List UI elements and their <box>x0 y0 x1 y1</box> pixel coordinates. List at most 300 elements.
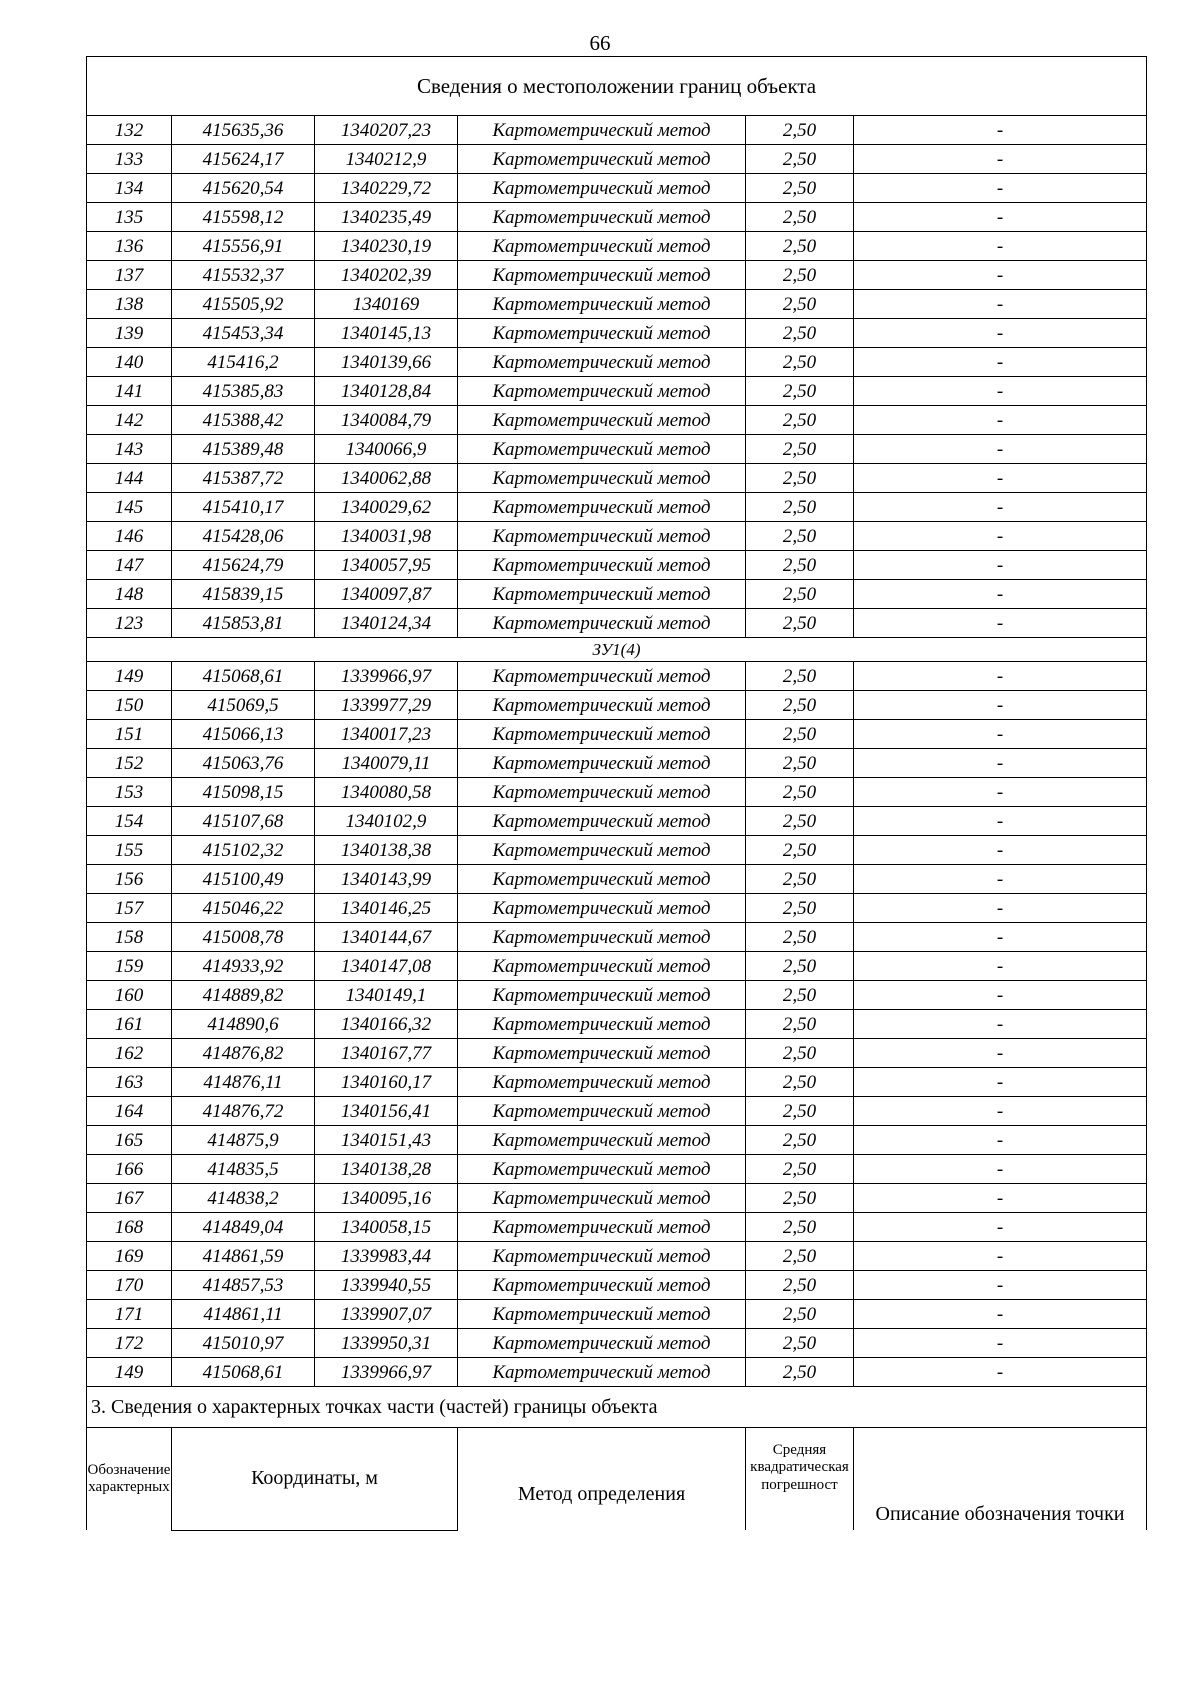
table-row <box>87 662 1147 691</box>
error: 2,50 <box>746 1213 854 1242</box>
coord-y: 1340138,28 <box>315 1155 458 1184</box>
coord-y: 1340235,49 <box>315 203 458 232</box>
coord-y: 1340029,62 <box>315 493 458 522</box>
table-row <box>87 145 1147 174</box>
coord-y: 1339983,44 <box>315 1242 458 1271</box>
error: 2,50 <box>746 406 854 435</box>
coord-x: 415839,15 <box>172 580 315 609</box>
table-row <box>87 1358 1147 1387</box>
description: - <box>854 662 1147 691</box>
page-number: 66 <box>589 31 611 55</box>
coord-x: 414857,53 <box>172 1271 315 1300</box>
coord-x: 415453,34 <box>172 319 315 348</box>
method: Картометрический метод <box>458 319 746 348</box>
point-number: 169 <box>87 1242 172 1271</box>
description: - <box>854 290 1147 319</box>
point-number: 166 <box>87 1155 172 1184</box>
method: Картометрический метод <box>458 232 746 261</box>
coord-y: 1340149,1 <box>315 981 458 1010</box>
header-coordinates: Координаты, м <box>172 1428 458 1531</box>
table-row <box>87 348 1147 377</box>
method: Картометрический метод <box>458 952 746 981</box>
point-number: 155 <box>87 836 172 865</box>
section3-title: 3. Сведения о характерных точках части (частей) границы объекта <box>87 1387 1147 1428</box>
error: 2,50 <box>746 1271 854 1300</box>
group-label: ЗУ1(4) <box>87 638 1147 662</box>
table-row <box>87 865 1147 894</box>
coord-y: 1340080,58 <box>315 778 458 807</box>
coord-y: 1340207,23 <box>315 116 458 145</box>
table-row <box>87 1184 1147 1213</box>
point-number: 132 <box>87 116 172 145</box>
table-row <box>87 1213 1147 1242</box>
description: - <box>854 952 1147 981</box>
table-title: Сведения о местоположении границ объекта <box>87 57 1147 116</box>
point-number: 170 <box>87 1271 172 1300</box>
coord-y: 1340084,79 <box>315 406 458 435</box>
error: 2,50 <box>746 145 854 174</box>
table-row <box>87 1155 1147 1184</box>
group-row <box>87 638 1147 662</box>
method: Картометрический метод <box>458 290 746 319</box>
header-method: Метод определения <box>458 1428 746 1531</box>
header-designation: Обозначение характерных <box>87 1428 172 1531</box>
point-number: 144 <box>87 464 172 493</box>
method: Картометрический метод <box>458 1213 746 1242</box>
point-number: 149 <box>87 1358 172 1387</box>
table-row <box>87 1068 1147 1097</box>
coord-y: 1340143,99 <box>315 865 458 894</box>
description: - <box>854 551 1147 580</box>
coord-y: 1340229,72 <box>315 174 458 203</box>
point-number: 133 <box>87 145 172 174</box>
error: 2,50 <box>746 348 854 377</box>
description: - <box>854 609 1147 638</box>
table-row <box>87 1010 1147 1039</box>
table-row <box>87 522 1147 551</box>
coord-y: 1339966,97 <box>315 662 458 691</box>
coord-y: 1340062,88 <box>315 464 458 493</box>
coord-y: 1340058,15 <box>315 1213 458 1242</box>
description: - <box>854 1039 1147 1068</box>
method: Картометрический метод <box>458 116 746 145</box>
description: - <box>854 145 1147 174</box>
description: - <box>854 807 1147 836</box>
error: 2,50 <box>746 923 854 952</box>
error: 2,50 <box>746 1126 854 1155</box>
point-number: 150 <box>87 691 172 720</box>
point-number: 134 <box>87 174 172 203</box>
coord-x: 414875,9 <box>172 1126 315 1155</box>
coord-x: 414876,72 <box>172 1097 315 1126</box>
description: - <box>854 348 1147 377</box>
method: Картометрический метод <box>458 609 746 638</box>
description: - <box>854 865 1147 894</box>
point-number: 148 <box>87 580 172 609</box>
description: - <box>854 493 1147 522</box>
point-number: 158 <box>87 923 172 952</box>
error: 2,50 <box>746 894 854 923</box>
coord-y: 1340057,95 <box>315 551 458 580</box>
table-row <box>87 720 1147 749</box>
description: - <box>854 464 1147 493</box>
coord-x: 415416,2 <box>172 348 315 377</box>
coord-y: 1340160,17 <box>315 1068 458 1097</box>
coord-y: 1340151,43 <box>315 1126 458 1155</box>
description: - <box>854 406 1147 435</box>
description: - <box>854 580 1147 609</box>
coord-x: 415624,79 <box>172 551 315 580</box>
error: 2,50 <box>746 720 854 749</box>
table-row <box>87 1097 1147 1126</box>
method: Картометрический метод <box>458 749 746 778</box>
table-row <box>87 1300 1147 1329</box>
description: - <box>854 174 1147 203</box>
coord-x: 415010,97 <box>172 1329 315 1358</box>
error: 2,50 <box>746 981 854 1010</box>
coord-x: 415385,83 <box>172 377 315 406</box>
coord-y: 1339907,07 <box>315 1300 458 1329</box>
coord-x: 415556,91 <box>172 232 315 261</box>
method: Картометрический метод <box>458 522 746 551</box>
description: - <box>854 720 1147 749</box>
method: Картометрический метод <box>458 807 746 836</box>
method: Картометрический метод <box>458 662 746 691</box>
coord-y: 1340124,34 <box>315 609 458 638</box>
point-number: 151 <box>87 720 172 749</box>
point-number: 138 <box>87 290 172 319</box>
table-row <box>87 1242 1147 1271</box>
description: - <box>854 232 1147 261</box>
method: Картометрический метод <box>458 145 746 174</box>
method: Картометрический метод <box>458 836 746 865</box>
coord-x: 414849,04 <box>172 1213 315 1242</box>
method: Картометрический метод <box>458 1097 746 1126</box>
description: - <box>854 894 1147 923</box>
section3-header-row <box>87 1428 1147 1531</box>
description: - <box>854 981 1147 1010</box>
description: - <box>854 778 1147 807</box>
table-row <box>87 551 1147 580</box>
method: Картометрический метод <box>458 406 746 435</box>
point-number: 157 <box>87 894 172 923</box>
point-number: 136 <box>87 232 172 261</box>
coord-x: 415008,78 <box>172 923 315 952</box>
coord-y: 1340230,19 <box>315 232 458 261</box>
description: - <box>854 1126 1147 1155</box>
point-number: 135 <box>87 203 172 232</box>
coord-x: 415505,92 <box>172 290 315 319</box>
coord-x: 414838,2 <box>172 1184 315 1213</box>
error: 2,50 <box>746 691 854 720</box>
coord-y: 1340146,25 <box>315 894 458 923</box>
point-number: 137 <box>87 261 172 290</box>
error: 2,50 <box>746 952 854 981</box>
coord-x: 414861,59 <box>172 1242 315 1271</box>
error: 2,50 <box>746 1097 854 1126</box>
method: Картометрический метод <box>458 720 746 749</box>
point-number: 153 <box>87 778 172 807</box>
header-error: Средняя квадратическая погрешност <box>746 1428 854 1531</box>
coord-y: 1340169 <box>315 290 458 319</box>
method: Картометрический метод <box>458 1155 746 1184</box>
error: 2,50 <box>746 203 854 232</box>
description: - <box>854 749 1147 778</box>
description: - <box>854 836 1147 865</box>
error: 2,50 <box>746 1068 854 1097</box>
point-number: 156 <box>87 865 172 894</box>
coord-x: 415046,22 <box>172 894 315 923</box>
coord-y: 1339977,29 <box>315 691 458 720</box>
description: - <box>854 1329 1147 1358</box>
coord-x: 415428,06 <box>172 522 315 551</box>
method: Картометрический метод <box>458 464 746 493</box>
error: 2,50 <box>746 232 854 261</box>
error: 2,50 <box>746 493 854 522</box>
error: 2,50 <box>746 290 854 319</box>
rows-block-2 <box>87 662 1147 1387</box>
coord-x: 414889,82 <box>172 981 315 1010</box>
coord-y: 1340102,9 <box>315 807 458 836</box>
table-row <box>87 377 1147 406</box>
table-row <box>87 464 1147 493</box>
table-row <box>87 1039 1147 1068</box>
method: Картометрический метод <box>458 203 746 232</box>
coord-x: 415063,76 <box>172 749 315 778</box>
method: Картометрический метод <box>458 1242 746 1271</box>
description: - <box>854 1097 1147 1126</box>
point-number: 140 <box>87 348 172 377</box>
method: Картометрический метод <box>458 865 746 894</box>
error: 2,50 <box>746 435 854 464</box>
table-row <box>87 894 1147 923</box>
method: Картометрический метод <box>458 1126 746 1155</box>
method: Картометрический метод <box>458 1039 746 1068</box>
table-row <box>87 261 1147 290</box>
error: 2,50 <box>746 1329 854 1358</box>
point-number: 165 <box>87 1126 172 1155</box>
table-row <box>87 232 1147 261</box>
description: - <box>854 1242 1147 1271</box>
point-number: 154 <box>87 807 172 836</box>
coord-y: 1340166,32 <box>315 1010 458 1039</box>
method: Картометрический метод <box>458 435 746 464</box>
method: Картометрический метод <box>458 1300 746 1329</box>
method: Картометрический метод <box>458 981 746 1010</box>
method: Картометрический метод <box>458 493 746 522</box>
point-number: 142 <box>87 406 172 435</box>
table-row <box>87 580 1147 609</box>
coord-x: 415620,54 <box>172 174 315 203</box>
method: Картометрический метод <box>458 377 746 406</box>
description: - <box>854 1068 1147 1097</box>
description: - <box>854 1300 1147 1329</box>
table-row <box>87 691 1147 720</box>
coord-x: 415532,37 <box>172 261 315 290</box>
table-row <box>87 174 1147 203</box>
point-number: 164 <box>87 1097 172 1126</box>
description: - <box>854 319 1147 348</box>
point-number: 149 <box>87 662 172 691</box>
point-number: 143 <box>87 435 172 464</box>
description: - <box>854 377 1147 406</box>
coord-x: 415102,32 <box>172 836 315 865</box>
error: 2,50 <box>746 464 854 493</box>
coord-x: 415635,36 <box>172 116 315 145</box>
section3-row <box>87 1387 1147 1428</box>
error: 2,50 <box>746 1155 854 1184</box>
error: 2,50 <box>746 580 854 609</box>
table-row <box>87 1329 1147 1358</box>
coord-y: 1340167,77 <box>315 1039 458 1068</box>
table-row <box>87 778 1147 807</box>
coord-x: 415100,49 <box>172 865 315 894</box>
point-number: 160 <box>87 981 172 1010</box>
method: Картометрический метод <box>458 261 746 290</box>
table-row <box>87 1126 1147 1155</box>
coord-x: 414933,92 <box>172 952 315 981</box>
coord-x: 415853,81 <box>172 609 315 638</box>
error: 2,50 <box>746 1358 854 1387</box>
error: 2,50 <box>746 522 854 551</box>
error: 2,50 <box>746 1010 854 1039</box>
table-row <box>87 981 1147 1010</box>
coord-y: 1339950,31 <box>315 1329 458 1358</box>
coord-y: 1340202,39 <box>315 261 458 290</box>
method: Картометрический метод <box>458 1271 746 1300</box>
method: Картометрический метод <box>458 1329 746 1358</box>
coord-x: 415388,42 <box>172 406 315 435</box>
point-number: 145 <box>87 493 172 522</box>
coord-y: 1340147,08 <box>315 952 458 981</box>
coord-x: 415387,72 <box>172 464 315 493</box>
error: 2,50 <box>746 1184 854 1213</box>
coord-y: 1339940,55 <box>315 1271 458 1300</box>
error: 2,50 <box>746 551 854 580</box>
coord-x: 415068,61 <box>172 1358 315 1387</box>
table-row <box>87 435 1147 464</box>
point-number: 147 <box>87 551 172 580</box>
description: - <box>854 1213 1147 1242</box>
coord-y: 1340138,38 <box>315 836 458 865</box>
coord-x: 415624,17 <box>172 145 315 174</box>
error: 2,50 <box>746 609 854 638</box>
coord-x: 414876,11 <box>172 1068 315 1097</box>
description: - <box>854 522 1147 551</box>
coord-x: 415069,5 <box>172 691 315 720</box>
coord-y: 1340212,9 <box>315 145 458 174</box>
point-number: 162 <box>87 1039 172 1068</box>
method: Картометрический метод <box>458 174 746 203</box>
point-number: 163 <box>87 1068 172 1097</box>
error: 2,50 <box>746 749 854 778</box>
method: Картометрический метод <box>458 778 746 807</box>
method: Картометрический метод <box>458 1184 746 1213</box>
method: Картометрический метод <box>458 1010 746 1039</box>
coord-y: 1340144,67 <box>315 923 458 952</box>
coord-y: 1340017,23 <box>315 720 458 749</box>
table-row <box>87 807 1147 836</box>
point-number: 146 <box>87 522 172 551</box>
method: Картометрический метод <box>458 894 746 923</box>
method: Картометрический метод <box>458 551 746 580</box>
point-number: 123 <box>87 609 172 638</box>
coord-y: 1339966,97 <box>315 1358 458 1387</box>
table-row <box>87 609 1147 638</box>
point-number: 161 <box>87 1010 172 1039</box>
boundary-points-table <box>86 56 1147 1531</box>
table-row <box>87 203 1147 232</box>
method: Картометрический метод <box>458 923 746 952</box>
coord-x: 415598,12 <box>172 203 315 232</box>
coord-y: 1340097,87 <box>315 580 458 609</box>
description: - <box>854 1184 1147 1213</box>
coord-x: 414835,5 <box>172 1155 315 1184</box>
table-row <box>87 116 1147 145</box>
description: - <box>854 1358 1147 1387</box>
coord-x: 415107,68 <box>172 807 315 836</box>
method: Картометрический метод <box>458 1358 746 1387</box>
coord-y: 1340156,41 <box>315 1097 458 1126</box>
description: - <box>854 923 1147 952</box>
table-row <box>87 923 1147 952</box>
description: - <box>854 1155 1147 1184</box>
coord-y: 1340139,66 <box>315 348 458 377</box>
error: 2,50 <box>746 865 854 894</box>
point-number: 171 <box>87 1300 172 1329</box>
point-number: 167 <box>87 1184 172 1213</box>
coord-y: 1340145,13 <box>315 319 458 348</box>
rows-block-1 <box>87 116 1147 638</box>
header-description: Описание обозначения точки <box>854 1428 1147 1531</box>
table-row <box>87 952 1147 981</box>
error: 2,50 <box>746 377 854 406</box>
coord-x: 415098,15 <box>172 778 315 807</box>
error: 2,50 <box>746 1300 854 1329</box>
method: Картометрический метод <box>458 348 746 377</box>
error: 2,50 <box>746 319 854 348</box>
error: 2,50 <box>746 116 854 145</box>
error: 2,50 <box>746 1039 854 1068</box>
table-row <box>87 290 1147 319</box>
description: - <box>854 1010 1147 1039</box>
table-row <box>87 836 1147 865</box>
error: 2,50 <box>746 1242 854 1271</box>
description: - <box>854 203 1147 232</box>
table-title-row <box>87 57 1147 116</box>
description: - <box>854 435 1147 464</box>
error: 2,50 <box>746 662 854 691</box>
coord-x: 414890,6 <box>172 1010 315 1039</box>
coord-x: 415068,61 <box>172 662 315 691</box>
table-row <box>87 493 1147 522</box>
point-number: 141 <box>87 377 172 406</box>
point-number: 139 <box>87 319 172 348</box>
error: 2,50 <box>746 807 854 836</box>
error: 2,50 <box>746 836 854 865</box>
coord-y: 1340066,9 <box>315 435 458 464</box>
error: 2,50 <box>746 174 854 203</box>
error: 2,50 <box>746 778 854 807</box>
coord-y: 1340079,11 <box>315 749 458 778</box>
error: 2,50 <box>746 261 854 290</box>
coord-x: 414876,82 <box>172 1039 315 1068</box>
coord-y: 1340031,98 <box>315 522 458 551</box>
table-row <box>87 319 1147 348</box>
table-row <box>87 406 1147 435</box>
point-number: 168 <box>87 1213 172 1242</box>
description: - <box>854 261 1147 290</box>
